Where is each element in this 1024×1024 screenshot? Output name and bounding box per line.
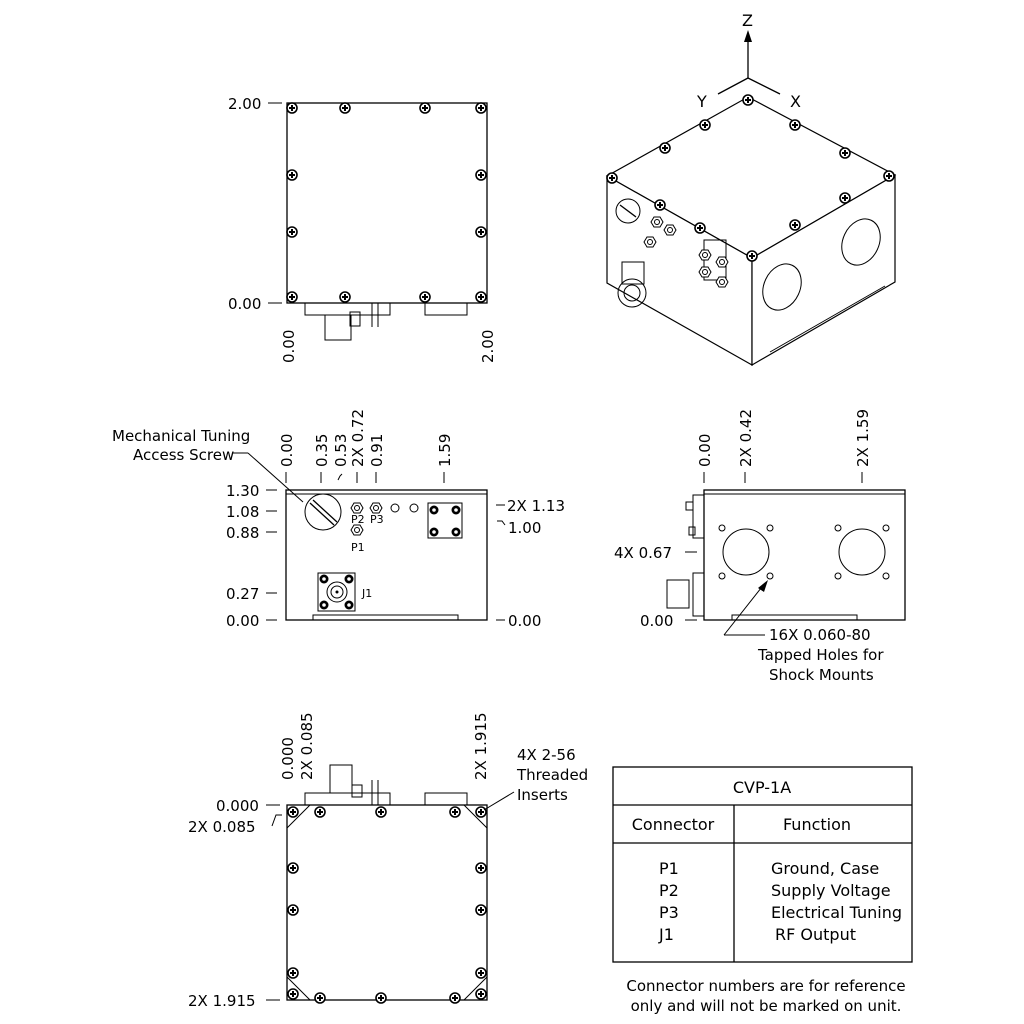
top-view [228,95,497,363]
dim-label: 2X 1.13 [507,497,565,515]
dim-label: 2X 0.42 [737,409,755,467]
dim-label: 1.59 [436,433,454,467]
front-top-dims [278,409,454,483]
dim-label: 2X 0.72 [349,409,367,467]
table-cell-connector: P2 [659,881,679,900]
axis-x-label: X [790,92,801,111]
callout-line-2: Access Screw [133,446,235,464]
isometric-view [607,11,895,365]
dim-label: 0.000 [279,737,297,780]
dim-label: 0.27 [226,585,260,603]
dim-label: 0.00 [696,433,714,467]
top-bottom-label-0.00: 0.00 [280,329,298,363]
table-header-connector: Connector [631,815,715,834]
front-left-dims [226,482,277,630]
label-p2: P2 [351,513,365,526]
top-bottom-label-2.00: 2.00 [479,329,497,363]
dim-label: 2X 0.085 [298,712,316,780]
table-cell-function: Electrical Tuning [771,903,902,922]
connector-table [613,767,912,962]
dim-label: 2X 1.915 [472,712,490,780]
dim-label: 0.00 [508,612,542,630]
dim-label: 2X 1.915 [188,992,256,1010]
table-cell-connector: P1 [659,859,679,878]
dim-label: 0.00 [278,433,296,467]
table-cell-function: RF Output [775,925,856,944]
tapped-holes-note-3: Shock Mounts [769,666,874,684]
table-cell-connector: J1 [659,925,674,944]
dim-label: 1.00 [508,519,542,537]
inserts-note-1: 4X 2-56 [517,746,576,764]
top-left-label-2.00: 2.00 [228,95,262,113]
table-header-function: Function [782,815,852,834]
table-title: CVP-1A [732,778,792,797]
table-cell-function: Ground, Case [771,859,880,878]
side-view [614,409,905,684]
dim-label: 0.00 [640,612,674,630]
dim-label: 0.88 [226,524,260,542]
tapped-holes-note-2: Tapped Holes for [758,646,884,664]
inserts-note-3: Inserts [517,786,568,804]
footnote-line-2: only and will not be marked on unit. [630,997,902,1015]
tapped-holes-note-1: 16X 0.060-80 [769,626,871,644]
label-p1: P1 [351,541,365,554]
label-p3: P3 [370,513,384,526]
bottom-view [188,712,588,1010]
dim-label: 0.91 [368,433,386,467]
front-right-dims [496,497,565,630]
axis-y-label: Y [697,92,707,111]
dim-label: 0.53 [332,433,350,467]
label-j1: J1 [362,587,373,600]
dim-label: 2X 0.085 [188,818,256,836]
table-cell-function: Supply Voltage [771,881,891,900]
dim-label: 0.35 [313,433,331,467]
footnote-line-1: Connector numbers are for reference [626,977,906,995]
dim-label: 1.30 [226,482,260,500]
dim-label: 0.000 [216,797,259,815]
dim-label: 0.00 [226,612,260,630]
front-view [112,409,565,630]
top-left-label-0.00: 0.00 [228,295,262,313]
table-cell-connector: P3 [659,903,679,922]
inserts-note-2: Threaded [517,766,589,784]
axis-z-label: Z [742,11,753,30]
dim-label: 2X 1.59 [854,409,872,467]
callout-line-1: Mechanical Tuning [112,427,251,445]
dim-label: 4X 0.67 [614,544,672,562]
dim-label: 1.08 [226,503,260,521]
